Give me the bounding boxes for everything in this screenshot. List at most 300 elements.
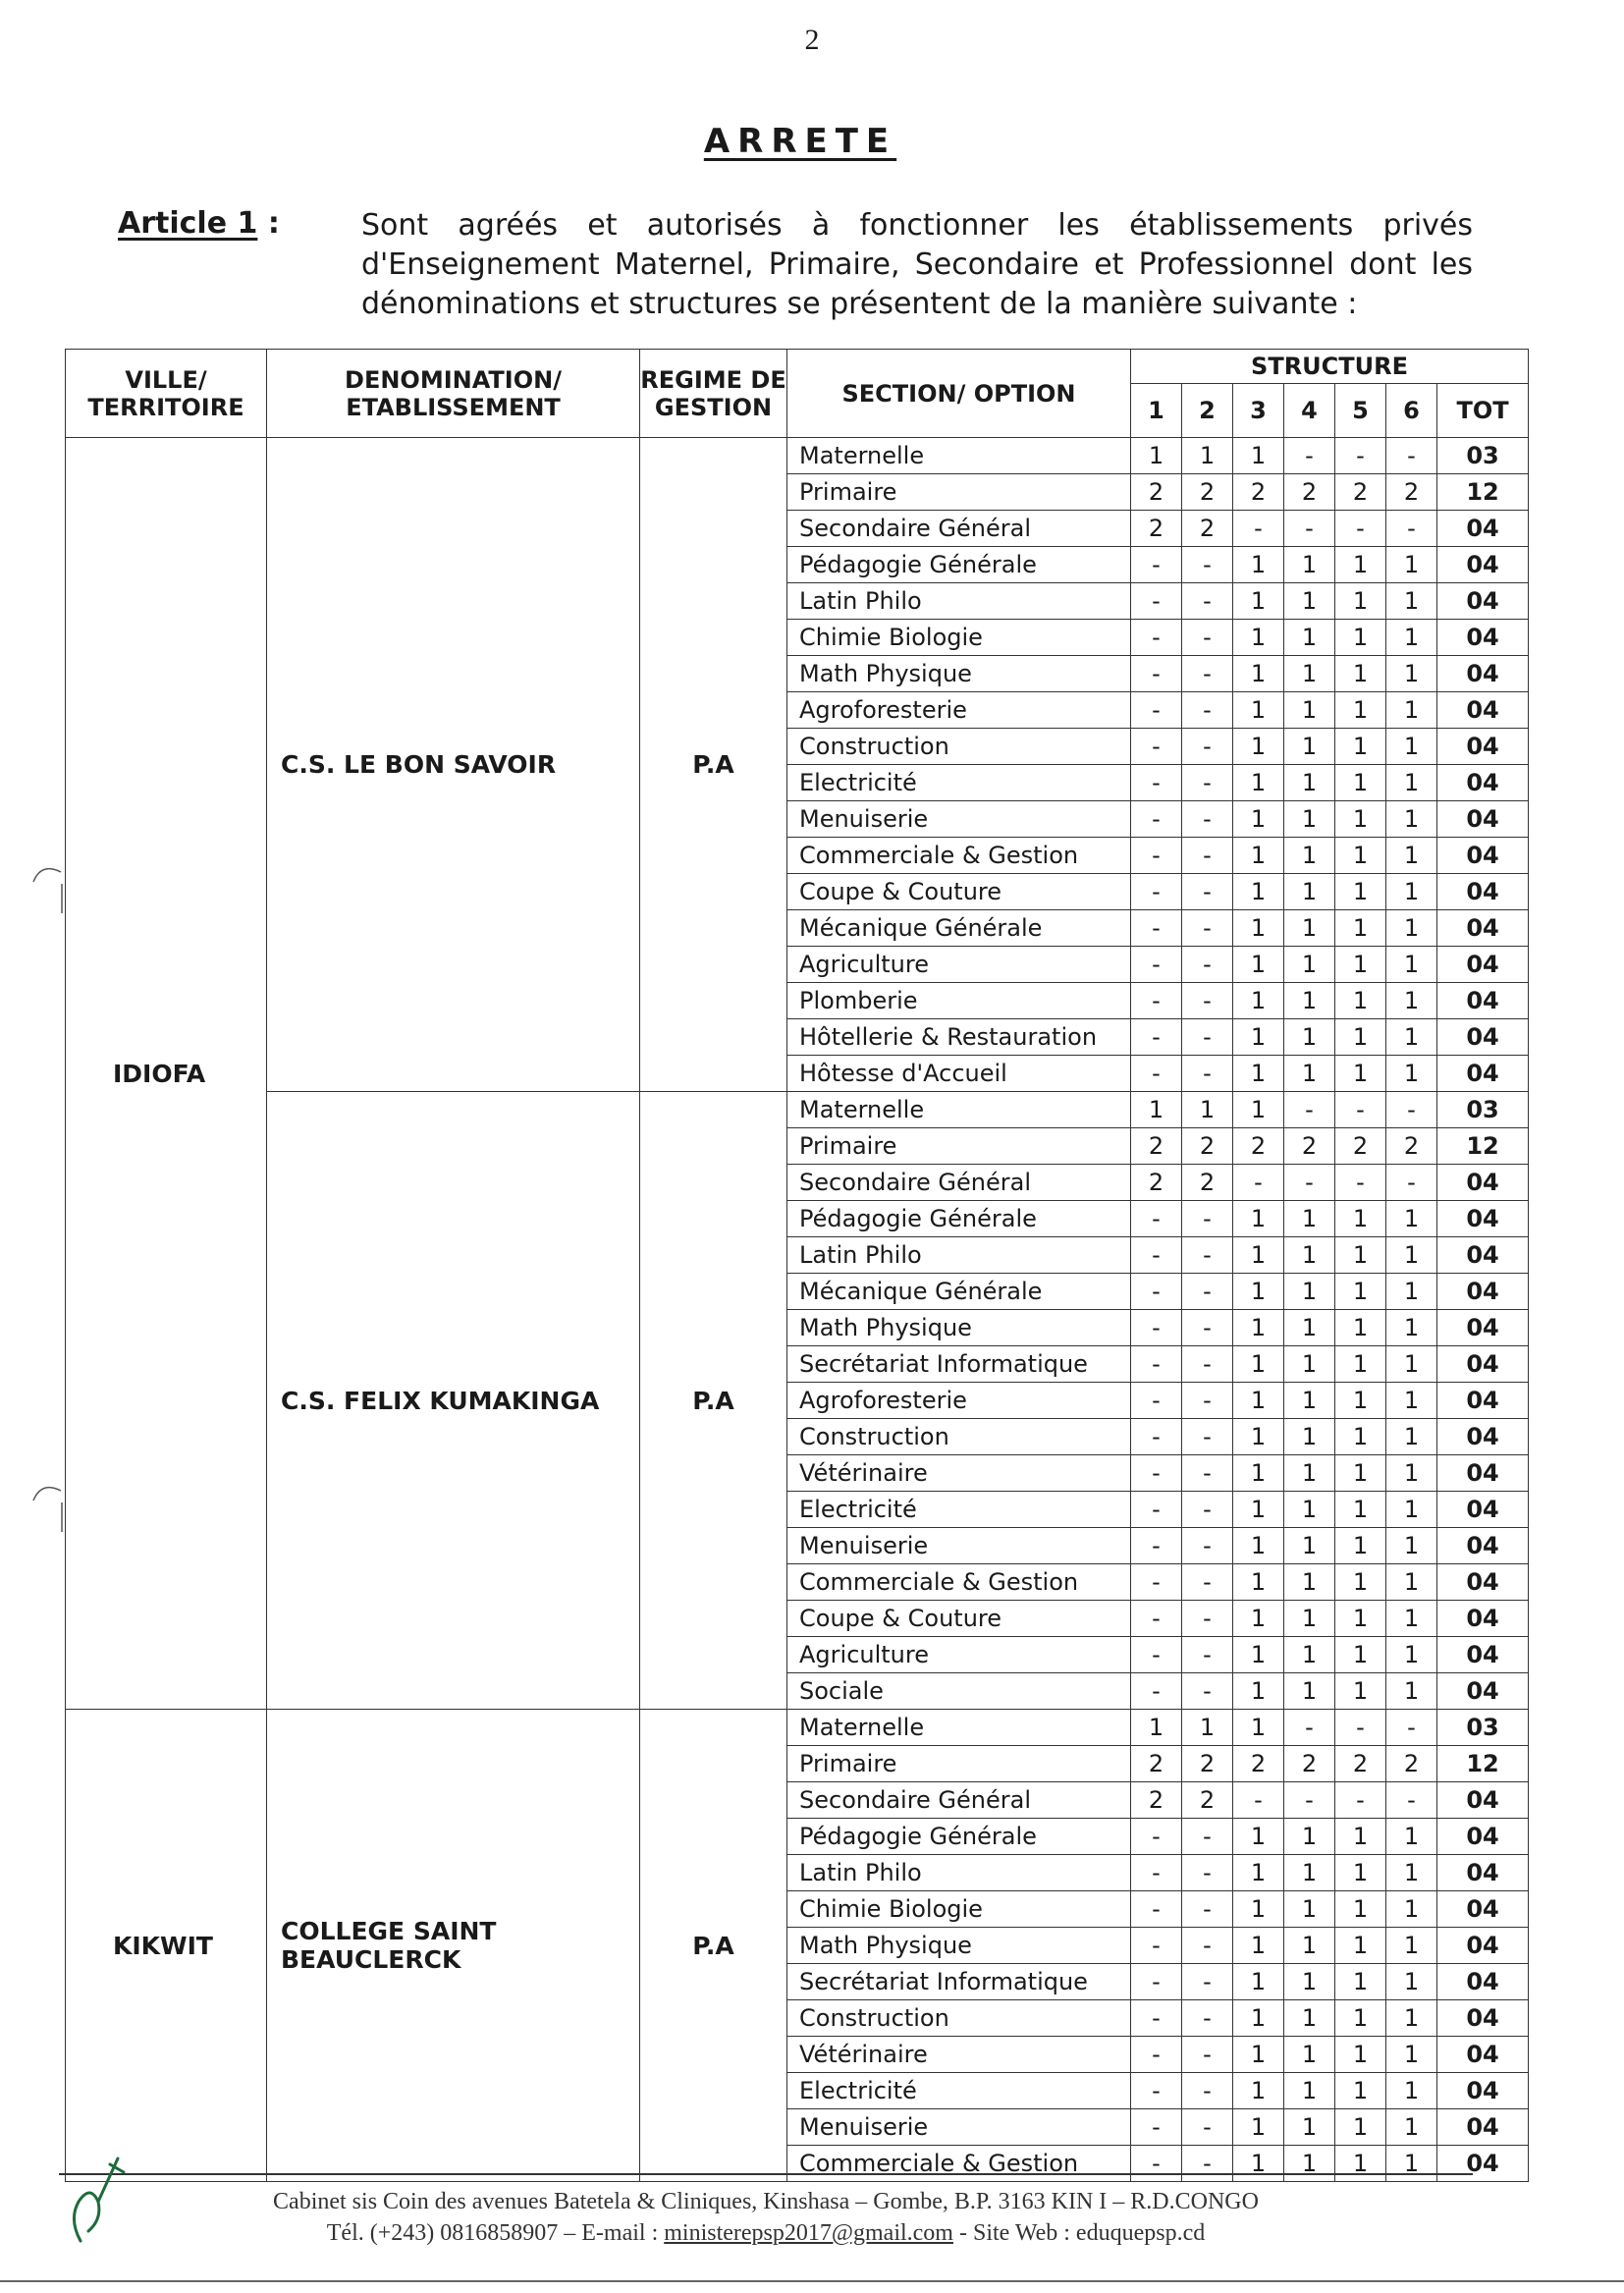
level-3-cell: 1	[1233, 1237, 1284, 1274]
level-4-cell: 1	[1284, 1928, 1335, 1964]
level-2-cell: 1	[1182, 1092, 1233, 1128]
header-tot: TOT	[1437, 384, 1529, 438]
level-3-cell: 1	[1233, 1855, 1284, 1891]
level-6-cell: 1	[1386, 1455, 1437, 1492]
level-4-cell: -	[1284, 1165, 1335, 1201]
regime-cell: P.A	[640, 1092, 787, 1710]
level-3-cell: 1	[1233, 438, 1284, 474]
level-2-cell: -	[1182, 1673, 1233, 1710]
level-4-cell: 2	[1284, 1128, 1335, 1165]
total-cell: 04	[1437, 620, 1529, 656]
section-cell: Coupe & Couture	[787, 874, 1131, 910]
level-6-cell: 1	[1386, 2109, 1437, 2146]
level-5-cell: 1	[1335, 2109, 1386, 2146]
table-row	[66, 1710, 1529, 1746]
total-cell: 04	[1437, 1274, 1529, 1310]
level-4-cell: 1	[1284, 947, 1335, 983]
level-6-cell: 1	[1386, 1528, 1437, 1564]
section-cell: Latin Philo	[787, 583, 1131, 620]
total-cell: 04	[1437, 1492, 1529, 1528]
level-3-cell: -	[1233, 511, 1284, 547]
level-1-cell: 2	[1131, 1128, 1182, 1165]
level-5-cell: 1	[1335, 656, 1386, 692]
level-4-cell: 1	[1284, 1201, 1335, 1237]
footer	[59, 2186, 1473, 2249]
section-cell: Menuiserie	[787, 801, 1131, 838]
level-3-cell: 1	[1233, 1383, 1284, 1419]
level-4-cell: 1	[1284, 1891, 1335, 1928]
total-cell: 04	[1437, 2109, 1529, 2146]
level-4-cell: 1	[1284, 1637, 1335, 1673]
level-5-cell: 1	[1335, 1855, 1386, 1891]
regime-cell: P.A	[640, 1710, 787, 2182]
level-1-cell: -	[1131, 1310, 1182, 1346]
level-4-cell: 2	[1284, 1746, 1335, 1782]
article-text: Sont agréés et autorisés à fonctionner les établissements privés d'Enseignement Maternel, Primaire, Secondaire et Professionnel dont les dénominations et structures se présentent de la manière suivante :	[361, 208, 1473, 321]
level-4-cell: 1	[1284, 983, 1335, 1019]
level-3-cell: 1	[1233, 1891, 1284, 1928]
total-cell: 04	[1437, 1564, 1529, 1601]
total-cell: 04	[1437, 1346, 1529, 1383]
level-5-cell: 1	[1335, 1492, 1386, 1528]
level-6-cell: 1	[1386, 620, 1437, 656]
level-3-cell: 1	[1233, 1528, 1284, 1564]
level-1-cell: -	[1131, 2000, 1182, 2037]
level-5-cell: 2	[1335, 474, 1386, 511]
level-5-cell: 1	[1335, 1455, 1386, 1492]
level-3-cell: 1	[1233, 1346, 1284, 1383]
level-4-cell: 1	[1284, 1346, 1335, 1383]
level-6-cell: -	[1386, 1092, 1437, 1128]
section-cell: Maternelle	[787, 1710, 1131, 1746]
level-3-cell: 1	[1233, 1819, 1284, 1855]
section-cell: Primaire	[787, 474, 1131, 511]
level-4-cell: 1	[1284, 692, 1335, 729]
level-6-cell: 1	[1386, 1310, 1437, 1346]
level-1-cell: 1	[1131, 1092, 1182, 1128]
section-cell: Mécanique Générale	[787, 910, 1131, 947]
level-3-cell: 1	[1233, 2037, 1284, 2073]
level-3-cell: 1	[1233, 1201, 1284, 1237]
level-1-cell: 2	[1131, 1782, 1182, 1819]
level-3-cell: 1	[1233, 2073, 1284, 2109]
level-4-cell: 1	[1284, 838, 1335, 874]
section-cell: Chimie Biologie	[787, 1891, 1131, 1928]
total-cell: 04	[1437, 910, 1529, 947]
binder-mark	[27, 1473, 67, 1532]
section-cell: Agroforesterie	[787, 1383, 1131, 1419]
level-5-cell: 1	[1335, 910, 1386, 947]
total-cell: 04	[1437, 1528, 1529, 1564]
level-1-cell: -	[1131, 1855, 1182, 1891]
section-cell: Vétérinaire	[787, 2037, 1131, 2073]
level-5-cell: 1	[1335, 1310, 1386, 1346]
page-bottom-edge	[0, 2280, 1624, 2282]
total-cell: 04	[1437, 1964, 1529, 2000]
level-2-cell: -	[1182, 1310, 1233, 1346]
level-4-cell: 1	[1284, 1383, 1335, 1419]
footer-email-link[interactable]: ministerepsp2017@gmail.com	[664, 2220, 953, 2246]
level-1-cell: -	[1131, 1528, 1182, 1564]
level-5-cell: 1	[1335, 1528, 1386, 1564]
level-1-cell: -	[1131, 1383, 1182, 1419]
level-6-cell: 1	[1386, 1274, 1437, 1310]
level-6-cell: 1	[1386, 692, 1437, 729]
level-3-cell: 1	[1233, 1637, 1284, 1673]
level-6-cell: 1	[1386, 2073, 1437, 2109]
total-cell: 04	[1437, 2146, 1529, 2182]
header-level-3: 3	[1233, 384, 1284, 438]
section-cell: Secrétariat Informatique	[787, 1964, 1131, 2000]
total-cell: 04	[1437, 692, 1529, 729]
total-cell: 03	[1437, 1710, 1529, 1746]
level-6-cell: 1	[1386, 1201, 1437, 1237]
level-6-cell: 1	[1386, 983, 1437, 1019]
level-2-cell: -	[1182, 583, 1233, 620]
schools-table	[65, 349, 1529, 2182]
level-2-cell: 2	[1182, 1128, 1233, 1165]
section-cell: Agroforesterie	[787, 692, 1131, 729]
section-cell: Latin Philo	[787, 1237, 1131, 1274]
level-3-cell: 1	[1233, 1710, 1284, 1746]
table-header	[66, 350, 1529, 438]
level-3-cell: 1	[1233, 692, 1284, 729]
level-3-cell: 1	[1233, 1056, 1284, 1092]
level-2-cell: -	[1182, 983, 1233, 1019]
level-5-cell: 1	[1335, 947, 1386, 983]
level-4-cell: 1	[1284, 583, 1335, 620]
level-5-cell: 1	[1335, 983, 1386, 1019]
total-cell: 04	[1437, 838, 1529, 874]
total-cell: 04	[1437, 2037, 1529, 2073]
header-ville: VILLE/ TERRITOIRE	[66, 350, 267, 438]
level-6-cell: 1	[1386, 656, 1437, 692]
level-5-cell: 1	[1335, 874, 1386, 910]
level-1-cell: -	[1131, 1346, 1182, 1383]
level-3-cell: 1	[1233, 729, 1284, 765]
level-5-cell: 1	[1335, 620, 1386, 656]
section-cell: Latin Philo	[787, 1855, 1131, 1891]
level-3-cell: 1	[1233, 1455, 1284, 1492]
section-cell: Electricité	[787, 2073, 1131, 2109]
level-6-cell: 1	[1386, 1855, 1437, 1891]
section-cell: Commerciale & Gestion	[787, 838, 1131, 874]
level-2-cell: -	[1182, 2146, 1233, 2182]
level-1-cell: -	[1131, 1492, 1182, 1528]
level-5-cell: 1	[1335, 583, 1386, 620]
level-3-cell: 1	[1233, 1419, 1284, 1455]
level-5-cell: -	[1335, 1092, 1386, 1128]
total-cell: 04	[1437, 1928, 1529, 1964]
total-cell: 04	[1437, 1455, 1529, 1492]
level-4-cell: 1	[1284, 1056, 1335, 1092]
level-6-cell: 2	[1386, 474, 1437, 511]
section-cell: Menuiserie	[787, 2109, 1131, 2146]
level-4-cell: 1	[1284, 620, 1335, 656]
level-4-cell: -	[1284, 1710, 1335, 1746]
level-2-cell: -	[1182, 2073, 1233, 2109]
level-5-cell: 1	[1335, 1237, 1386, 1274]
level-6-cell: 1	[1386, 838, 1437, 874]
level-5-cell: 1	[1335, 1383, 1386, 1419]
total-cell: 04	[1437, 729, 1529, 765]
section-cell: Menuiserie	[787, 1528, 1131, 1564]
level-1-cell: -	[1131, 692, 1182, 729]
level-3-cell: 2	[1233, 1128, 1284, 1165]
level-1-cell: -	[1131, 1019, 1182, 1056]
level-2-cell: -	[1182, 1274, 1233, 1310]
level-2-cell: -	[1182, 874, 1233, 910]
level-3-cell: 1	[1233, 910, 1284, 947]
level-3-cell: 1	[1233, 801, 1284, 838]
level-2-cell: -	[1182, 2109, 1233, 2146]
level-2-cell: 2	[1182, 511, 1233, 547]
level-6-cell: 1	[1386, 801, 1437, 838]
level-4-cell: 1	[1284, 656, 1335, 692]
total-cell: 12	[1437, 1128, 1529, 1165]
level-2-cell: -	[1182, 801, 1233, 838]
level-2-cell: -	[1182, 1637, 1233, 1673]
level-4-cell: 1	[1284, 729, 1335, 765]
level-1-cell: 2	[1131, 1165, 1182, 1201]
level-1-cell: -	[1131, 1928, 1182, 1964]
level-5-cell: 1	[1335, 1056, 1386, 1092]
level-1-cell: 1	[1131, 1710, 1182, 1746]
level-4-cell: 1	[1284, 1419, 1335, 1455]
section-cell: Electricité	[787, 765, 1131, 801]
level-1-cell: -	[1131, 1564, 1182, 1601]
level-2-cell: -	[1182, 1528, 1233, 1564]
level-2-cell: -	[1182, 1819, 1233, 1855]
level-6-cell: 1	[1386, 1056, 1437, 1092]
level-2-cell: -	[1182, 910, 1233, 947]
level-2-cell: -	[1182, 947, 1233, 983]
section-cell: Mécanique Générale	[787, 1274, 1131, 1310]
level-6-cell: 1	[1386, 1928, 1437, 1964]
total-cell: 04	[1437, 1673, 1529, 1710]
level-3-cell: 1	[1233, 1673, 1284, 1710]
level-6-cell: -	[1386, 511, 1437, 547]
footer-website: - Site Web : eduquepsp.cd	[952, 2220, 1206, 2246]
section-cell: Pédagogie Générale	[787, 547, 1131, 583]
table-body	[66, 438, 1529, 2182]
level-2-cell: -	[1182, 692, 1233, 729]
level-1-cell: 2	[1131, 1746, 1182, 1782]
level-1-cell: -	[1131, 1601, 1182, 1637]
level-5-cell: 1	[1335, 1601, 1386, 1637]
level-5-cell: 1	[1335, 2000, 1386, 2037]
level-2-cell: -	[1182, 1564, 1233, 1601]
total-cell: 12	[1437, 474, 1529, 511]
level-5-cell: 1	[1335, 1891, 1386, 1928]
level-1-cell: -	[1131, 547, 1182, 583]
level-3-cell: 1	[1233, 2000, 1284, 2037]
section-cell: Pédagogie Générale	[787, 1819, 1131, 1855]
level-6-cell: 1	[1386, 1964, 1437, 2000]
level-6-cell: -	[1386, 1165, 1437, 1201]
article-label-text: Article 1	[118, 206, 258, 241]
level-3-cell: 1	[1233, 1601, 1284, 1637]
level-3-cell: 1	[1233, 838, 1284, 874]
level-3-cell: 1	[1233, 765, 1284, 801]
level-4-cell: 1	[1284, 874, 1335, 910]
level-6-cell: 1	[1386, 1673, 1437, 1710]
level-4-cell: -	[1284, 438, 1335, 474]
total-cell: 04	[1437, 1310, 1529, 1346]
level-4-cell: 1	[1284, 1019, 1335, 1056]
level-6-cell: 1	[1386, 1564, 1437, 1601]
header-level-1: 1	[1131, 384, 1182, 438]
header-section: SECTION/ OPTION	[787, 350, 1131, 438]
level-3-cell: 1	[1233, 1564, 1284, 1601]
level-5-cell: 1	[1335, 692, 1386, 729]
total-cell: 04	[1437, 1782, 1529, 1819]
level-3-cell: 1	[1233, 1274, 1284, 1310]
total-cell: 04	[1437, 1891, 1529, 1928]
level-6-cell: -	[1386, 438, 1437, 474]
level-5-cell: 1	[1335, 1346, 1386, 1383]
level-6-cell: 1	[1386, 547, 1437, 583]
level-4-cell: 1	[1284, 1274, 1335, 1310]
level-4-cell: -	[1284, 1782, 1335, 1819]
level-1-cell: -	[1131, 729, 1182, 765]
level-3-cell: 1	[1233, 1492, 1284, 1528]
total-cell: 04	[1437, 656, 1529, 692]
level-5-cell: 1	[1335, 729, 1386, 765]
level-5-cell: 1	[1335, 1564, 1386, 1601]
footer-tel: Tél. (+243) 0816858907 – E-mail :	[326, 2220, 665, 2246]
binder-mark	[27, 854, 67, 913]
level-4-cell: -	[1284, 511, 1335, 547]
total-cell: 04	[1437, 801, 1529, 838]
level-5-cell: 1	[1335, 547, 1386, 583]
document-title: ARRETE	[703, 122, 897, 161]
level-4-cell: 1	[1284, 2000, 1335, 2037]
level-4-cell: 1	[1284, 1673, 1335, 1710]
section-cell: Chimie Biologie	[787, 620, 1131, 656]
level-6-cell: 1	[1386, 947, 1437, 983]
level-5-cell: 1	[1335, 1928, 1386, 1964]
level-4-cell: 1	[1284, 2146, 1335, 2182]
total-cell: 03	[1437, 438, 1529, 474]
level-6-cell: 2	[1386, 1128, 1437, 1165]
level-5-cell: 1	[1335, 1419, 1386, 1455]
total-cell: 04	[1437, 1056, 1529, 1092]
header-level-6: 6	[1386, 384, 1437, 438]
level-1-cell: -	[1131, 1964, 1182, 2000]
level-5-cell: 1	[1335, 1201, 1386, 1237]
level-4-cell: 1	[1284, 1237, 1335, 1274]
article-label-separator: :	[257, 206, 280, 241]
level-4-cell: 1	[1284, 1855, 1335, 1891]
level-3-cell: 1	[1233, 1092, 1284, 1128]
level-1-cell: -	[1131, 983, 1182, 1019]
level-5-cell: -	[1335, 511, 1386, 547]
section-cell: Math Physique	[787, 1928, 1131, 1964]
level-5-cell: 1	[1335, 1274, 1386, 1310]
school-name-cell: C.S. FELIX KUMAKINGA	[267, 1092, 640, 1710]
level-5-cell: 1	[1335, 801, 1386, 838]
level-1-cell: -	[1131, 947, 1182, 983]
level-5-cell: 1	[1335, 1637, 1386, 1673]
level-1-cell: -	[1131, 656, 1182, 692]
total-cell: 04	[1437, 511, 1529, 547]
level-3-cell: 1	[1233, 1964, 1284, 2000]
level-2-cell: -	[1182, 1891, 1233, 1928]
page-number: 2	[804, 24, 820, 56]
level-5-cell: 1	[1335, 838, 1386, 874]
total-cell: 04	[1437, 874, 1529, 910]
level-2-cell: -	[1182, 1492, 1233, 1528]
section-cell: Hôtesse d'Accueil	[787, 1056, 1131, 1092]
school-name-cell: COLLEGE SAINT BEAUCLERCK	[267, 1710, 640, 2182]
level-5-cell: -	[1335, 1165, 1386, 1201]
level-5-cell: 2	[1335, 1746, 1386, 1782]
total-cell: 04	[1437, 583, 1529, 620]
level-6-cell: 2	[1386, 1746, 1437, 1782]
level-6-cell: 1	[1386, 2146, 1437, 2182]
header-structure: STRUCTURE	[1131, 350, 1529, 384]
level-3-cell: 1	[1233, 583, 1284, 620]
level-1-cell: -	[1131, 2146, 1182, 2182]
total-cell: 04	[1437, 1601, 1529, 1637]
level-1-cell: -	[1131, 1056, 1182, 1092]
section-cell: Plomberie	[787, 983, 1131, 1019]
level-2-cell: -	[1182, 1855, 1233, 1891]
level-3-cell: 1	[1233, 947, 1284, 983]
footer-address: Cabinet sis Coin des avenues Batetela & Cliniques, Kinshasa – Gombe, B.P. 3163 KIN I – R.D.CONGO	[273, 2189, 1259, 2214]
level-5-cell: -	[1335, 1782, 1386, 1819]
total-cell: 04	[1437, 2000, 1529, 2037]
level-1-cell: -	[1131, 2073, 1182, 2109]
level-2-cell: -	[1182, 1056, 1233, 1092]
level-2-cell: -	[1182, 1346, 1233, 1383]
level-2-cell: 2	[1182, 474, 1233, 511]
level-3-cell: 1	[1233, 983, 1284, 1019]
level-6-cell: 1	[1386, 2000, 1437, 2037]
level-6-cell: 1	[1386, 1637, 1437, 1673]
level-6-cell: 1	[1386, 1492, 1437, 1528]
level-1-cell: -	[1131, 801, 1182, 838]
level-6-cell: -	[1386, 1710, 1437, 1746]
level-3-cell: 1	[1233, 1310, 1284, 1346]
schools-table-wrapper	[65, 349, 1529, 2182]
section-cell: Pédagogie Générale	[787, 1201, 1131, 1237]
level-6-cell: 1	[1386, 1346, 1437, 1383]
level-4-cell: 1	[1284, 1819, 1335, 1855]
level-6-cell: 1	[1386, 1237, 1437, 1274]
section-cell: Primaire	[787, 1128, 1131, 1165]
level-4-cell: 1	[1284, 1492, 1335, 1528]
section-cell: Electricité	[787, 1492, 1131, 1528]
level-6-cell: 1	[1386, 1601, 1437, 1637]
section-cell: Sociale	[787, 1673, 1131, 1710]
header-level-4: 4	[1284, 384, 1335, 438]
section-cell: Agriculture	[787, 1637, 1131, 1673]
level-3-cell: 1	[1233, 620, 1284, 656]
level-2-cell: -	[1182, 1201, 1233, 1237]
total-cell: 04	[1437, 947, 1529, 983]
level-1-cell: -	[1131, 1455, 1182, 1492]
level-1-cell: -	[1131, 1819, 1182, 1855]
level-6-cell: 1	[1386, 1383, 1437, 1419]
section-cell: Secondaire Général	[787, 1782, 1131, 1819]
regime-cell: P.A	[640, 438, 787, 1092]
level-1-cell: -	[1131, 1237, 1182, 1274]
section-cell: Hôtellerie & Restauration	[787, 1019, 1131, 1056]
level-2-cell: -	[1182, 547, 1233, 583]
header-level-5: 5	[1335, 384, 1386, 438]
